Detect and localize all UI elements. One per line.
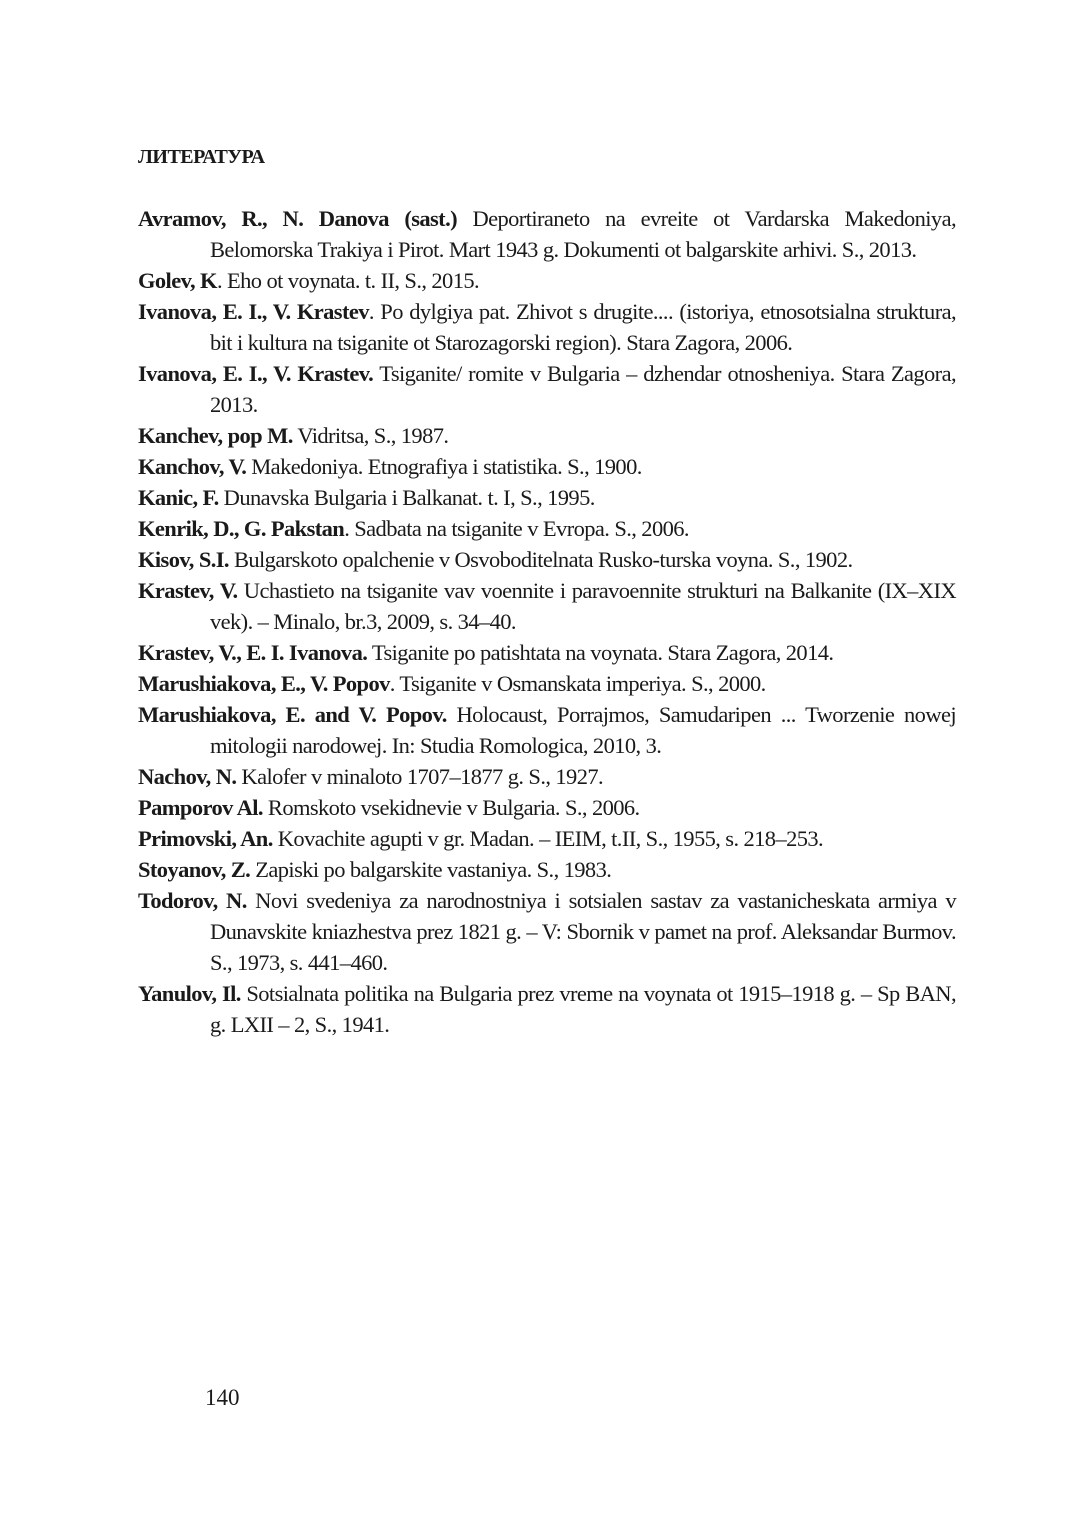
- reference-author: Avramov, R., N. Danova (sast.): [138, 206, 457, 231]
- reference-text: . Po dylgiya pat. Zhivot s drugite.... (istoriya, etnosotsialna struktura, bit i kultura na tsiganite ot Starozagorski region). Stara Zagora, 2006.: [210, 299, 956, 355]
- reference-entry: [138, 451, 956, 482]
- reference-entry: [138, 761, 956, 792]
- reference-author: Krastev, V., E. I. Ivanova.: [138, 640, 368, 665]
- reference-text: Holocaust, Porrajmos, Samudaripen ... Tworzenie nowej mitologii narodowej. In: Studia Romologica, 2010, 3.: [210, 702, 957, 758]
- reference-entry: [138, 978, 956, 1040]
- reference-author: Ivanova, E. I., V. Krastev: [138, 299, 369, 324]
- reference-entry: [138, 637, 956, 668]
- reference-author: Nachov, N.: [138, 764, 237, 789]
- reference-text: Kalofer v minaloto 1707–1877 g. S., 1927.: [236, 764, 604, 789]
- reference-author: Ivanova, E. I., V. Krastev.: [138, 361, 374, 386]
- reference-text: . Sadbata na tsiganite v Evropa. S., 2006.: [344, 516, 689, 541]
- reference-text: Deportiraneto na evreite ot Vardarska Makedoniya, Belomorska Trakiya i Pirot. Mart 1943 g. Dokumenti ot balgarskite arhivi. S., 2013.: [210, 206, 956, 262]
- reference-author: Kanic, F.: [138, 485, 219, 510]
- reference-text: Romskoto vsekidnevie v Bulgaria. S., 2006.: [262, 795, 640, 820]
- reference-entry: [138, 792, 956, 823]
- reference-entry: [138, 420, 956, 451]
- reference-text: . Tsiganite v Osmanskata imperiya. S., 2000.: [389, 671, 766, 696]
- reference-author: Stoyanov, Z.: [138, 857, 251, 882]
- reference-author: Pamporov Al.: [138, 795, 263, 820]
- reference-text: Bulgarskoto opalchenie v Osvoboditelnata Rusko-turska voyna. S., 1902.: [228, 547, 853, 572]
- reference-text: Dunavska Bulgaria i Balkanat. t. I, S., 1995.: [218, 485, 595, 510]
- section-heading: ЛИТЕРАТУРА: [138, 146, 265, 168]
- reference-entry: [138, 265, 956, 296]
- reference-author: Krastev, V.: [138, 578, 238, 603]
- reference-text: Makedoniya. Etnografiya i statistika. S., 1900.: [246, 454, 642, 479]
- reference-entry: [138, 513, 956, 544]
- reference-entry: [138, 296, 956, 358]
- reference-entry: [138, 358, 956, 420]
- reference-author: Kanchev, pop M.: [138, 423, 293, 448]
- reference-author: Marushiakova, E. and V. Popov.: [138, 702, 447, 727]
- page-number: 140: [205, 1385, 240, 1410]
- reference-text: Zapiski po balgarskite vastaniya. S., 1983.: [250, 857, 612, 882]
- reference-author: Todorov, N.: [138, 888, 247, 913]
- reference-author: Kanchov, V.: [138, 454, 247, 479]
- reference-text: Tsiganite/ romite v Bulgaria – dzhendar otnosheniya. Stara Zagora, 2013.: [210, 361, 956, 417]
- reference-entry: [138, 482, 956, 513]
- reference-entry: [138, 823, 956, 854]
- reference-author: Kisov, S.I.: [138, 547, 229, 572]
- reference-entry: [138, 699, 956, 761]
- reference-text: Novi svedeniya za narodnostniya i sotsialen sastav za vastanicheskata armiya v Dunavskite kniazhestva prez 1821 g. – V: Sbornik v pamet na prof. Aleksandar Burmov. S., 1973, s. 441–460.: [210, 888, 956, 975]
- reference-entry: [138, 203, 956, 265]
- reference-entry: [138, 668, 956, 699]
- reference-text: Sotsialnata politika na Bulgaria prez vreme na voynata ot 1915–1918 g. – Sp BAN, g. LXII – 2, S., 1941.: [210, 981, 956, 1037]
- reference-author: Marushiakova, E., V. Popov: [138, 671, 390, 696]
- reference-text: Uchastieto na tsiganite vav voennite i paravoennite strukturi na Balkanite (IX–XIX vek). – Minalo, br.3, 2009, s. 34–40.: [210, 578, 956, 634]
- reference-list: [138, 203, 956, 1040]
- reference-entry: [138, 885, 956, 978]
- reference-text: . Eho ot voynata. t. II, S., 2015.: [216, 268, 480, 293]
- reference-entry: [138, 854, 956, 885]
- reference-text: Kovachite agupti v gr. Madan. – IEIM, t.II, S., 1955, s. 218–253.: [272, 826, 824, 851]
- reference-author: Kenrik, D., G. Pakstan: [138, 516, 345, 541]
- reference-author: Primovski, An.: [138, 826, 273, 851]
- reference-author: Golev, K: [138, 268, 217, 293]
- reference-text: Vidritsa, S., 1987.: [292, 423, 449, 448]
- reference-text: Tsiganite po patishtata na voynata. Stara Zagora, 2014.: [367, 640, 834, 665]
- reference-entry: [138, 544, 956, 575]
- reference-entry: [138, 575, 956, 637]
- reference-author: Yanulov, Il.: [138, 981, 241, 1006]
